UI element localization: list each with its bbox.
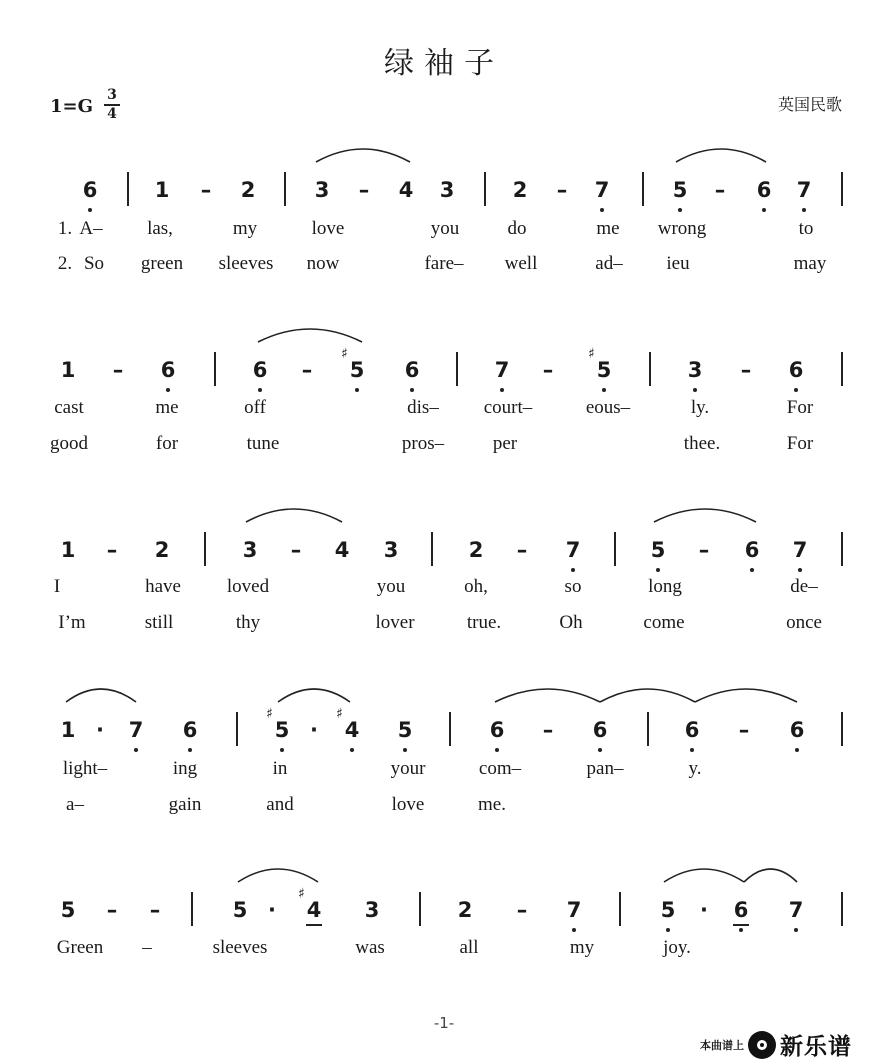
song-origin: 英国民歌 bbox=[777, 95, 842, 114]
extension-dash: – bbox=[358, 178, 370, 202]
note: 2 bbox=[457, 898, 473, 922]
lyric-syllable: Oh bbox=[559, 612, 583, 633]
sharp-sign: ♯ bbox=[341, 346, 348, 362]
extension-dash: – bbox=[738, 718, 750, 742]
note: 7 bbox=[565, 538, 581, 562]
lower-octave-dot bbox=[188, 748, 192, 752]
bar-line bbox=[456, 352, 458, 386]
lyric-syllable: you bbox=[430, 218, 460, 239]
lower-octave-dot bbox=[600, 208, 604, 212]
bar-line bbox=[841, 532, 843, 566]
lyric-syllable: pan– bbox=[586, 758, 624, 779]
lyric-syllable: to bbox=[798, 218, 814, 239]
lower-octave-dot bbox=[666, 928, 670, 932]
lower-octave-dot bbox=[598, 748, 602, 752]
lower-octave-dot bbox=[166, 388, 170, 392]
slur bbox=[238, 869, 318, 882]
note: 5 bbox=[349, 358, 365, 382]
slur bbox=[258, 329, 362, 342]
note: 1 bbox=[154, 178, 170, 202]
lower-octave-dot bbox=[739, 928, 743, 932]
lyric-syllable: per bbox=[492, 433, 518, 454]
note: 6 bbox=[756, 178, 772, 202]
lyric-syllable: you bbox=[376, 576, 406, 597]
lyric-syllable: now bbox=[306, 253, 340, 274]
lower-octave-dot bbox=[802, 208, 806, 212]
lyric-syllable: ly. bbox=[690, 397, 710, 418]
lyric-syllable: well bbox=[504, 253, 538, 274]
extension-dash: – bbox=[714, 178, 726, 202]
bar-line bbox=[841, 712, 843, 746]
eighth-underline bbox=[733, 924, 749, 926]
lyric-syllable: I’m bbox=[58, 612, 86, 633]
lyric-syllable: love bbox=[391, 794, 425, 815]
lower-octave-dot bbox=[571, 568, 575, 572]
bar-line bbox=[191, 892, 193, 926]
extension-dash: – bbox=[698, 538, 710, 562]
watermark bbox=[700, 1028, 852, 1061]
note: 6 bbox=[684, 718, 700, 742]
vinyl-record-icon bbox=[748, 1031, 776, 1059]
note: 5 bbox=[397, 718, 413, 742]
note: 7 bbox=[796, 178, 812, 202]
slur bbox=[676, 149, 766, 162]
lyric-syllable: lover bbox=[375, 612, 415, 633]
lower-octave-dot bbox=[690, 748, 694, 752]
lyric-syllable: me bbox=[155, 397, 179, 418]
note: 4 bbox=[306, 898, 322, 922]
lyric-syllable: and bbox=[266, 794, 294, 815]
extension-dash: – bbox=[301, 358, 313, 382]
note: 6 bbox=[182, 718, 198, 742]
lower-octave-dot bbox=[88, 208, 92, 212]
note: 7 bbox=[128, 718, 144, 742]
sharp-sign: ♯ bbox=[336, 706, 343, 722]
extension-dash: – bbox=[290, 538, 302, 562]
augmentation-dot: · bbox=[268, 898, 276, 922]
note: 4 bbox=[344, 718, 360, 742]
bar-line bbox=[419, 892, 421, 926]
note: 3 bbox=[314, 178, 330, 202]
extension-dash: – bbox=[149, 898, 161, 922]
bar-line bbox=[619, 892, 621, 926]
lyric-syllable: light– bbox=[62, 758, 108, 779]
lyric-syllable: a– bbox=[66, 794, 84, 815]
note: 5 bbox=[672, 178, 688, 202]
lyric-syllable: cast bbox=[54, 397, 84, 418]
lyric-syllable: gain bbox=[168, 794, 202, 815]
note: 3 bbox=[242, 538, 258, 562]
lower-octave-dot bbox=[795, 748, 799, 752]
lower-octave-dot bbox=[134, 748, 138, 752]
lyric-syllable: have bbox=[145, 576, 181, 597]
bar-line bbox=[647, 712, 649, 746]
note: 2 bbox=[154, 538, 170, 562]
bar-line bbox=[841, 352, 843, 386]
lyric-syllable: ieu bbox=[666, 253, 690, 274]
bar-line bbox=[236, 712, 238, 746]
lyric-syllable: my bbox=[232, 218, 258, 239]
lower-octave-dot bbox=[678, 208, 682, 212]
slur bbox=[654, 509, 756, 522]
lower-octave-dot bbox=[280, 748, 284, 752]
lyric-syllable: still bbox=[144, 612, 174, 633]
lyric-syllable: true. bbox=[466, 612, 502, 633]
augmentation-dot: · bbox=[700, 898, 708, 922]
watermark-brand: 新乐谱 bbox=[780, 1034, 852, 1060]
lyric-syllable: A– bbox=[79, 218, 103, 239]
extension-dash: – bbox=[112, 358, 124, 382]
lyric-syllable: my bbox=[569, 937, 595, 958]
lyric-syllable: me bbox=[596, 218, 620, 239]
bar-line bbox=[841, 172, 843, 206]
lower-octave-dot bbox=[602, 388, 606, 392]
bar-line bbox=[484, 172, 486, 206]
sharp-sign: ♯ bbox=[298, 886, 305, 902]
lyric-syllable: may bbox=[793, 253, 827, 274]
note: 2 bbox=[468, 538, 484, 562]
note: 6 bbox=[592, 718, 608, 742]
extension-dash: – bbox=[740, 358, 752, 382]
bar-line bbox=[127, 172, 129, 206]
note: 3 bbox=[687, 358, 703, 382]
sharp-sign: ♯ bbox=[588, 346, 595, 362]
slur bbox=[695, 689, 797, 702]
note: 6 bbox=[489, 718, 505, 742]
lyric-syllable: off bbox=[244, 397, 266, 418]
lyric-syllable: so bbox=[564, 576, 582, 597]
lower-octave-dot bbox=[794, 928, 798, 932]
lyric-syllable: ad– bbox=[595, 253, 623, 274]
note: 2 bbox=[512, 178, 528, 202]
slur bbox=[495, 689, 600, 702]
lower-octave-dot bbox=[572, 928, 576, 932]
lower-octave-dot bbox=[500, 388, 504, 392]
lyric-syllable: y. bbox=[688, 758, 702, 779]
note: 7 bbox=[792, 538, 808, 562]
lyric-syllable: me. bbox=[478, 794, 506, 815]
extension-dash: – bbox=[556, 178, 568, 202]
lyric-syllable: good bbox=[50, 433, 88, 454]
lyric-syllable: green bbox=[140, 253, 184, 274]
lyric-syllable: wrong bbox=[657, 218, 707, 239]
lyric-syllable: once bbox=[786, 612, 822, 633]
lower-octave-dot bbox=[258, 388, 262, 392]
note: 6 bbox=[82, 178, 98, 202]
watermark-prefix: 本曲谱上 bbox=[700, 1038, 744, 1052]
lyric-syllable: do bbox=[507, 218, 527, 239]
lyric-syllable: thy bbox=[235, 612, 261, 633]
song-title: 绿袖子 bbox=[384, 46, 504, 81]
note: 4 bbox=[334, 538, 350, 562]
note: 6 bbox=[744, 538, 760, 562]
lyric-syllable: com– bbox=[478, 758, 522, 779]
lower-octave-dot bbox=[693, 388, 697, 392]
note: 5 bbox=[60, 898, 76, 922]
bar-line bbox=[284, 172, 286, 206]
slur bbox=[744, 869, 797, 882]
lower-octave-dot bbox=[495, 748, 499, 752]
bar-line bbox=[449, 712, 451, 746]
lyric-syllable: – bbox=[142, 937, 152, 958]
note: 3 bbox=[383, 538, 399, 562]
note: 5 bbox=[596, 358, 612, 382]
slur bbox=[66, 689, 136, 702]
bar-line bbox=[649, 352, 651, 386]
note: 3 bbox=[364, 898, 380, 922]
note: 6 bbox=[252, 358, 268, 382]
lyric-syllable: Green bbox=[56, 937, 104, 958]
lyric-syllable: sleeves bbox=[218, 253, 274, 274]
note: 1 bbox=[60, 358, 76, 382]
lyric-syllable: eous– bbox=[585, 397, 631, 418]
lyric-syllable: 2. bbox=[57, 253, 73, 274]
lyric-syllable: your bbox=[390, 758, 426, 779]
lyric-syllable: love bbox=[311, 218, 345, 239]
bar-line bbox=[431, 532, 433, 566]
page-number: -1- bbox=[433, 1014, 455, 1032]
lyric-syllable: For bbox=[786, 433, 814, 454]
lyric-syllable: fare– bbox=[424, 253, 464, 274]
note: 5 bbox=[660, 898, 676, 922]
lyric-syllable: 1. bbox=[57, 218, 73, 239]
extension-dash: – bbox=[542, 718, 554, 742]
lyric-syllable: las, bbox=[147, 218, 173, 239]
bar-line bbox=[841, 892, 843, 926]
slur bbox=[600, 689, 695, 702]
key-signature: 1=G bbox=[50, 96, 93, 117]
note: 3 bbox=[439, 178, 455, 202]
note: 5 bbox=[232, 898, 248, 922]
lyric-syllable: come bbox=[643, 612, 685, 633]
lyric-syllable: tune bbox=[246, 433, 280, 454]
bar-line bbox=[204, 532, 206, 566]
lyric-syllable: oh, bbox=[464, 576, 488, 597]
note: 6 bbox=[404, 358, 420, 382]
lower-octave-dot bbox=[762, 208, 766, 212]
extension-dash: – bbox=[106, 898, 118, 922]
lower-octave-dot bbox=[355, 388, 359, 392]
lyric-syllable: pros– bbox=[401, 433, 445, 454]
slur bbox=[664, 869, 744, 882]
lyric-syllable: de– bbox=[790, 576, 818, 597]
note: 4 bbox=[398, 178, 414, 202]
lyric-syllable: thee. bbox=[683, 433, 721, 454]
bar-line bbox=[214, 352, 216, 386]
extension-dash: – bbox=[542, 358, 554, 382]
lyric-syllable: all bbox=[459, 937, 479, 958]
lyric-syllable: sleeves bbox=[212, 937, 268, 958]
lyric-syllable: was bbox=[355, 937, 385, 958]
lower-octave-dot bbox=[750, 568, 754, 572]
note: 7 bbox=[594, 178, 610, 202]
lyric-syllable: dis– bbox=[407, 397, 439, 418]
lower-octave-dot bbox=[794, 388, 798, 392]
note: 1 bbox=[60, 718, 76, 742]
time-denominator: 4 bbox=[107, 106, 117, 122]
extension-dash: – bbox=[516, 898, 528, 922]
lower-octave-dot bbox=[656, 568, 660, 572]
lyric-syllable: joy. bbox=[663, 937, 691, 958]
augmentation-dot: · bbox=[96, 718, 104, 742]
bar-line bbox=[642, 172, 644, 206]
slur bbox=[316, 149, 410, 162]
lyric-syllable: ing bbox=[172, 758, 198, 779]
extension-dash: – bbox=[516, 538, 528, 562]
lower-octave-dot bbox=[410, 388, 414, 392]
note: 1 bbox=[60, 538, 76, 562]
time-numerator: 3 bbox=[107, 87, 117, 103]
note: 6 bbox=[789, 718, 805, 742]
extension-dash: – bbox=[106, 538, 118, 562]
note: 6 bbox=[733, 898, 749, 922]
lyric-syllable: So bbox=[83, 253, 105, 274]
lyric-syllable: for bbox=[155, 433, 179, 454]
slur bbox=[278, 689, 350, 702]
lower-octave-dot bbox=[350, 748, 354, 752]
note: 5 bbox=[274, 718, 290, 742]
augmentation-dot: · bbox=[310, 718, 318, 742]
note: 7 bbox=[566, 898, 582, 922]
note: 6 bbox=[160, 358, 176, 382]
lower-octave-dot bbox=[403, 748, 407, 752]
note: 2 bbox=[240, 178, 256, 202]
lyric-syllable: For bbox=[786, 397, 814, 418]
note: 7 bbox=[494, 358, 510, 382]
lyric-syllable: in bbox=[272, 758, 288, 779]
sharp-sign: ♯ bbox=[266, 706, 273, 722]
lyric-syllable: I bbox=[53, 576, 61, 597]
lyric-syllable: court– bbox=[483, 397, 533, 418]
bar-line bbox=[614, 532, 616, 566]
lower-octave-dot bbox=[798, 568, 802, 572]
lyric-syllable: long bbox=[648, 576, 682, 597]
note: 5 bbox=[650, 538, 666, 562]
note: 7 bbox=[788, 898, 804, 922]
slur bbox=[246, 509, 342, 522]
extension-dash: – bbox=[200, 178, 212, 202]
note: 6 bbox=[788, 358, 804, 382]
lyric-syllable: loved bbox=[226, 576, 270, 597]
eighth-underline bbox=[306, 924, 322, 926]
